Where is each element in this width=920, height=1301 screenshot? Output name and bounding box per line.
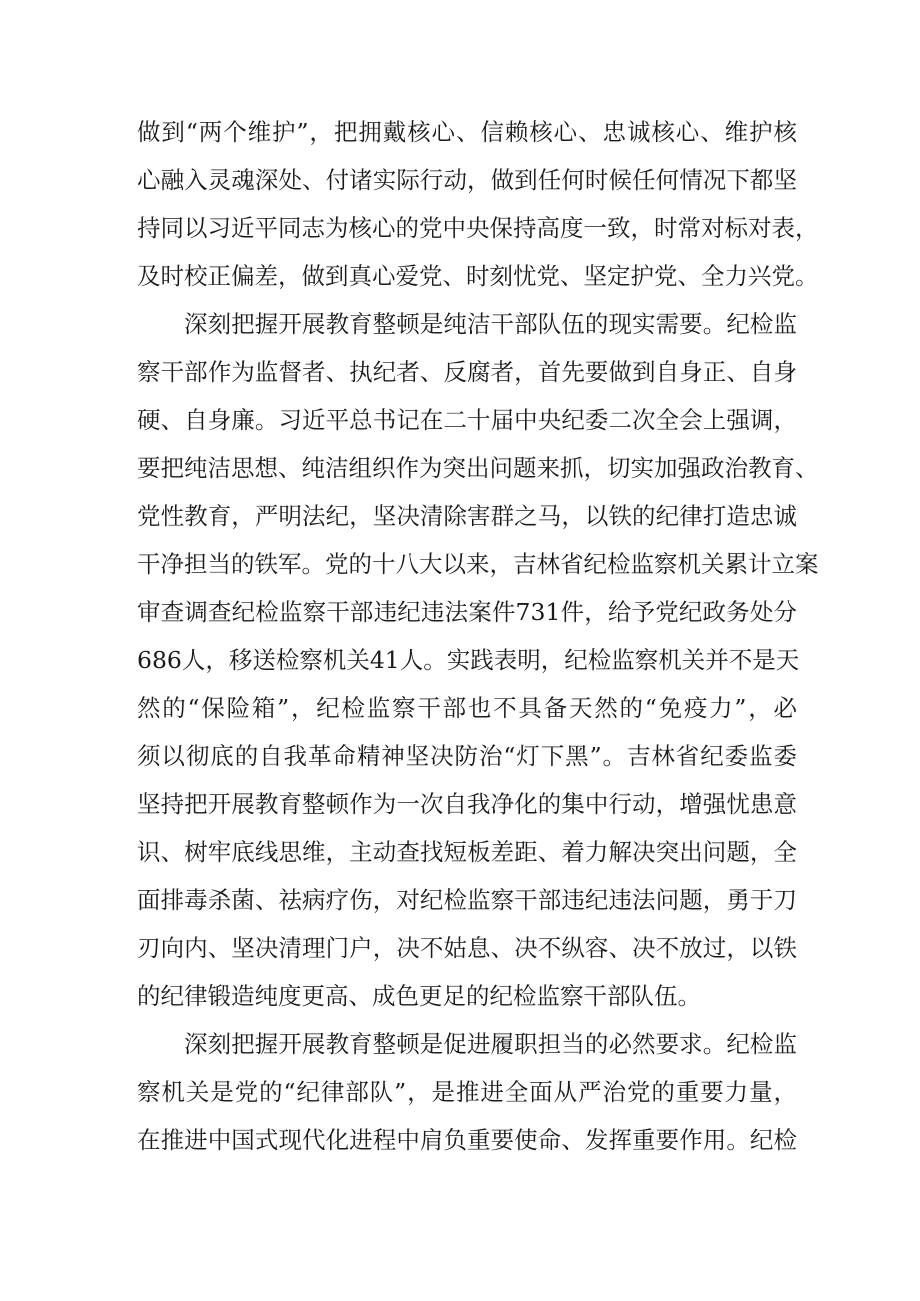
text-line: 686人，移送检察机关41人。实践表明，纪检监察机关并不是天 bbox=[137, 646, 800, 674]
text-line: 识、树牢底线思维，主动查找短板差距、着力解决突出问题，全 bbox=[137, 838, 797, 866]
text-line: 须以彻底的自我革命精神坚决防治“灯下黑”。吉林省纪委监委 bbox=[137, 742, 797, 770]
text-line: 然的“保险箱”，纪检监察干部也不具备天然的“免疫力”，必 bbox=[137, 694, 797, 722]
text-line: 面排毒杀菌、祛病疗伤，对纪检监察干部违纪违法问题，勇于刀 bbox=[137, 886, 797, 914]
text-line: 在推进中国式现代化进程中肩负重要使命、发挥重要作用。纪检 bbox=[137, 1126, 797, 1154]
text-line: 硬、自身廉。习近平总书记在二十届中央纪委二次全会上强调， bbox=[137, 406, 797, 434]
paragraph-first-line: 深刻把握开展教育整顿是促进履职担当的必然要求。纪检监 bbox=[184, 1030, 797, 1058]
text-line: 要把纯洁思想、纯洁组织作为突出问题来抓，切实加强政治教育、 bbox=[137, 454, 819, 482]
text-line: 的纪律锻造纯度更高、成色更足的纪检监察干部队伍。 bbox=[137, 982, 701, 1010]
text-line: 坚持把开展教育整顿作为一次自我净化的集中行动，增强忧患意 bbox=[137, 790, 797, 818]
text-line: 察机关是党的“纪律部队”，是推进全面从严治党的重要力量， bbox=[137, 1078, 797, 1106]
text-line: 持同以习近平同志为核心的党中央保持高度一致，时常对标对表， bbox=[137, 214, 819, 242]
text-line: 做到“两个维护”，把拥戴核心、信赖核心、忠诚核心、维护核 bbox=[137, 118, 797, 146]
text-line: 心融入灵魂深处、付诸实际行动，做到任何时候任何情况下都坚 bbox=[137, 166, 797, 194]
text-line: 干净担当的铁军。党的十八大以来，吉林省纪检监察机关累计立案 bbox=[137, 550, 819, 578]
text-line: 察干部作为监督者、执纪者、反腐者，首先要做到自身正、自身 bbox=[137, 358, 797, 386]
text-line: 及时校正偏差，做到真心爱党、时刻忧党、坚定护党、全力兴党。 bbox=[137, 262, 819, 290]
text-line: 审查调查纪检监察干部违纪违法案件731件，给予党纪政务处分 bbox=[137, 598, 797, 626]
text-line: 刃向内、坚决清理门户，决不姑息、决不纵容、决不放过，以铁 bbox=[137, 934, 797, 962]
paragraph-first-line: 深刻把握开展教育整顿是纯洁干部队伍的现实需要。纪检监 bbox=[184, 310, 797, 338]
text-line: 党性教育，严明法纪，坚决清除害群之马，以铁的纪律打造忠诚 bbox=[137, 502, 797, 530]
